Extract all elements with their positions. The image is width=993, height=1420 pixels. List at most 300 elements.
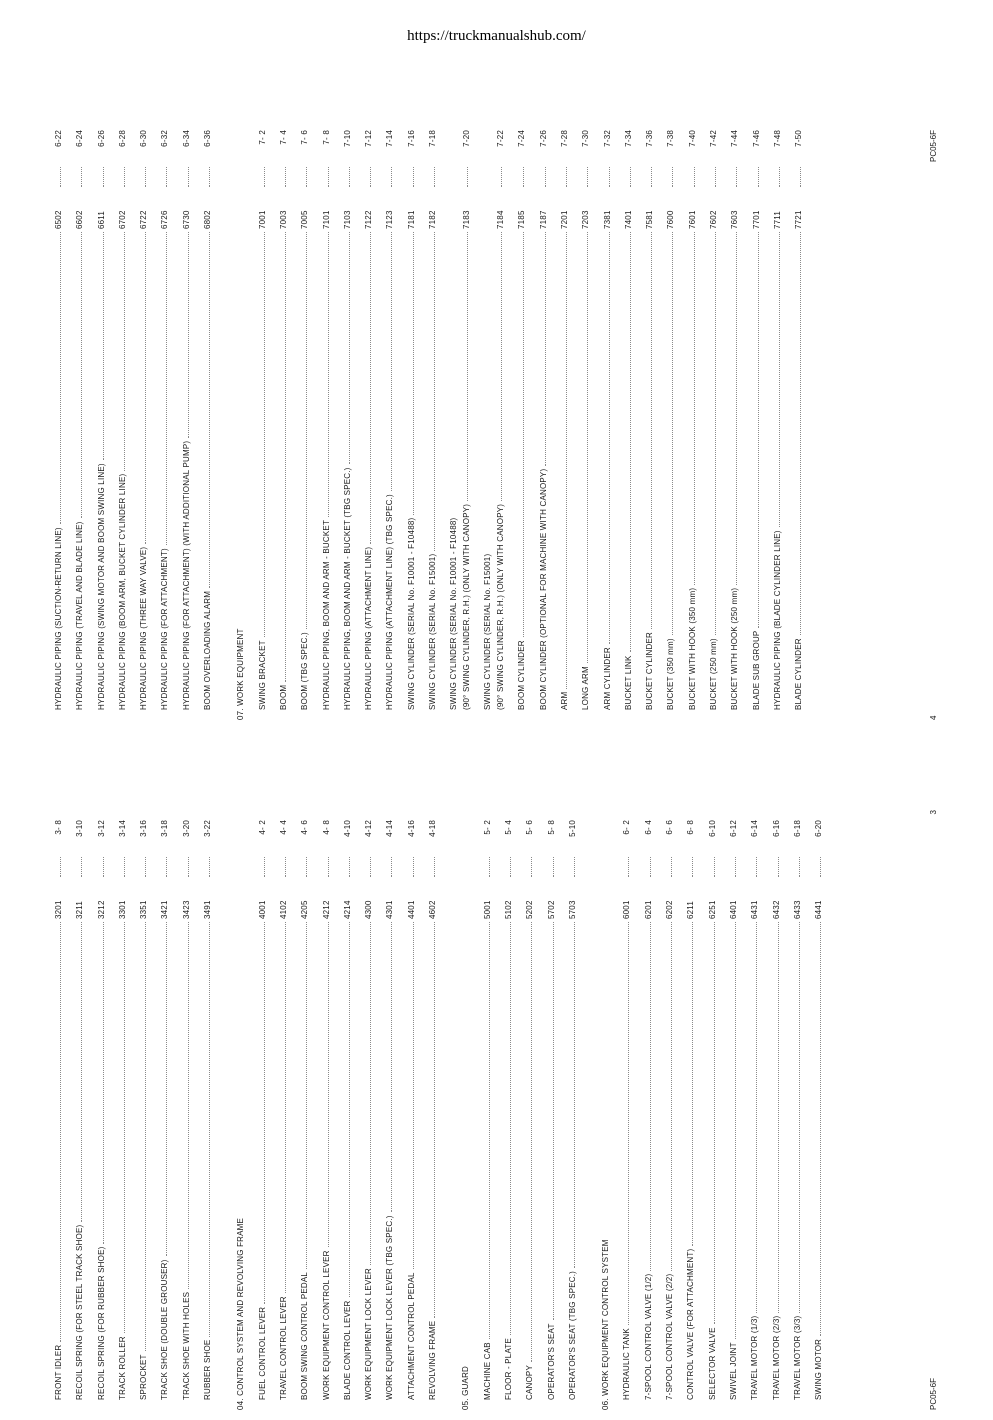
entry-page[interactable]: 7- 8 — [321, 130, 331, 145]
dot-leader — [650, 922, 651, 1271]
entry-code: 7603 — [730, 210, 740, 229]
entry-page[interactable]: 7-18 — [428, 130, 438, 147]
entry-title: HYDRAULIC PIPING, BOOM AND ARM - BUCKET — [321, 519, 331, 710]
entry-page[interactable]: 6-10 — [707, 820, 717, 837]
dot-leader — [349, 167, 350, 187]
entry-name — [69, 522, 90, 711]
dot-leader — [628, 857, 629, 877]
entry-title: BOOM — [278, 684, 288, 710]
entry-page[interactable]: 6- 2 — [622, 820, 632, 835]
dot-leader — [489, 857, 490, 877]
entry-title: RECOIL SPRING (FOR RUBBER SHOE) — [96, 1246, 106, 1400]
entry-page[interactable]: 6-30 — [139, 130, 149, 147]
entry-page[interactable]: 7- 6 — [300, 130, 310, 145]
entry-title: HYDRAULIC PIPING (THREE WAY VALVE) — [139, 546, 149, 710]
entry-code: 6211 — [686, 900, 696, 919]
index-entry — [197, 130, 218, 720]
dot-leader — [587, 232, 588, 663]
entry-page[interactable]: 5- 4 — [503, 820, 513, 835]
entry-code: 7183 — [462, 210, 472, 229]
right-page-model: PC05-6F — [929, 130, 938, 163]
index-entry — [48, 130, 69, 720]
dot-leader — [188, 167, 189, 187]
entry-page[interactable]: 6-16 — [771, 820, 781, 837]
index-entry — [554, 130, 575, 720]
index-entry — [682, 130, 703, 720]
index-entry — [660, 130, 681, 720]
entry-name — [519, 1365, 540, 1400]
dot-leader — [434, 922, 435, 1318]
dot-leader — [651, 232, 652, 629]
entry-name — [541, 1323, 562, 1400]
dot-leader — [758, 167, 759, 187]
entry-page[interactable]: 3-10 — [75, 820, 85, 837]
dot-leader — [285, 232, 286, 682]
entry-name — [746, 631, 767, 710]
entry-code: 3301 — [117, 900, 127, 919]
entry-code: 6001 — [622, 900, 632, 919]
entry-title: FUEL CONTROL LEVER — [257, 1306, 267, 1400]
header-url[interactable]: https://truckmanualshub.com/ — [407, 28, 586, 44]
entry-name — [682, 588, 703, 710]
dot-leader — [145, 232, 146, 544]
entry-title: BLADE SUB GROUP — [751, 630, 761, 710]
entry-title: TRAVEL MOTOR (3/3) — [792, 1315, 802, 1400]
entry-page[interactable]: 6-36 — [203, 130, 213, 147]
entry-title: CONTROL VALVE (FOR ATTACHMENT) — [686, 1248, 696, 1400]
entry-name — [481, 504, 507, 710]
entry-code: 7122 — [364, 210, 374, 229]
entry-name — [379, 494, 400, 710]
entry-page[interactable]: 6-32 — [160, 130, 170, 147]
entry-code: 3212 — [96, 900, 106, 919]
entry-code: 4301 — [385, 900, 395, 919]
index-entry — [639, 130, 660, 720]
dot-leader — [694, 232, 695, 585]
entry-page[interactable]: 7-48 — [772, 130, 782, 147]
dot-leader — [391, 232, 392, 491]
dot-leader — [672, 232, 673, 635]
entry-page[interactable]: 4- 4 — [278, 820, 288, 835]
index-entry — [133, 130, 154, 720]
entry-name — [447, 504, 473, 710]
dot-leader — [145, 167, 146, 187]
entry-page[interactable]: 4- 8 — [321, 820, 331, 835]
dot-leader — [370, 167, 371, 187]
dot-leader — [715, 167, 716, 187]
index-entry — [616, 820, 637, 1410]
entry-title: MACHINE CAB — [482, 1342, 492, 1400]
dot-leader — [510, 922, 511, 1335]
entry-title: HYDRAULIC PIPING (TRAVEL AND BLADE LINE) — [75, 521, 85, 710]
entry-code: 7201 — [559, 210, 569, 229]
entry-title: HYDRAULIC PIPING (SWING MOTOR AND BOOM SWING LINE) — [96, 463, 106, 710]
entry-name — [337, 1300, 358, 1400]
entry-page[interactable]: 3-14 — [117, 820, 127, 837]
entry-page[interactable]: 7-26 — [538, 130, 548, 147]
entry-code: 3423 — [181, 900, 191, 919]
entry-title: 7-SPOOL CONTROL VALVE (2/2) — [665, 1273, 675, 1400]
dot-leader — [467, 232, 468, 501]
dot-leader — [166, 922, 167, 1256]
entry-page[interactable]: 4- 2 — [257, 820, 267, 835]
entry-page[interactable]: 3-12 — [96, 820, 106, 837]
section-heading — [230, 820, 251, 1410]
entry-name — [133, 547, 154, 710]
entry-title: 7-SPOOL CONTROL VALVE (1/2) — [643, 1273, 653, 1400]
entry-title: HYDRAULIC PIPING (BLADE CYLINDER LINE) — [772, 530, 782, 710]
entry-title: FRONT IDLER — [54, 1344, 63, 1400]
index-entry — [197, 820, 218, 1410]
entry-code: 7185 — [517, 210, 527, 229]
entry-page[interactable]: 3-20 — [181, 820, 191, 837]
right-index-page — [36, 90, 966, 730]
entry-page[interactable]: 7-42 — [709, 130, 719, 147]
index-entry — [69, 820, 90, 1410]
section-gap — [218, 130, 230, 720]
dot-leader — [799, 922, 800, 1313]
dot-leader — [285, 857, 286, 877]
entry-page[interactable]: 5- 8 — [546, 820, 556, 835]
entry-code: 3351 — [139, 900, 149, 919]
index-entry — [294, 820, 315, 1410]
entry-subtitle: (90° SWING CYLINDER, R.H.) (ONLY WITH CANOPY) — [496, 503, 506, 710]
index-entry — [358, 820, 379, 1410]
dot-leader — [531, 922, 532, 1362]
entry-code: 3491 — [203, 900, 213, 919]
entry-name — [788, 638, 809, 710]
index-entry — [703, 130, 724, 720]
index-entry — [498, 820, 519, 1410]
entry-name — [639, 632, 660, 710]
dot-leader — [756, 857, 757, 877]
entry-code: 5001 — [482, 900, 492, 919]
entry-code: 7401 — [623, 210, 633, 229]
entry-code: 7381 — [602, 210, 612, 229]
dot-leader — [306, 167, 307, 187]
dot-leader — [671, 857, 672, 877]
entry-title: ATTACHMENT CONTROL PEDAL — [406, 1272, 416, 1400]
entry-page[interactable]: 4- 6 — [300, 820, 310, 835]
entry-page[interactable]: 3- 8 — [54, 820, 63, 835]
dot-leader — [188, 922, 189, 1289]
entry-code: 7721 — [794, 210, 804, 229]
entry-page[interactable]: 6-28 — [117, 130, 127, 147]
index-entry — [91, 820, 112, 1410]
dot-leader — [124, 857, 125, 877]
index-entry — [787, 820, 808, 1410]
index-entry — [91, 130, 112, 720]
index-entry — [316, 130, 337, 720]
index-entry — [511, 130, 532, 720]
entry-page[interactable]: 3-18 — [160, 820, 170, 837]
dot-leader — [60, 232, 61, 524]
entry-name — [91, 1247, 112, 1400]
entry-name — [562, 1271, 583, 1400]
index-entry — [252, 130, 273, 720]
entry-code: 7003 — [278, 210, 288, 229]
dot-leader — [501, 232, 502, 501]
entry-page[interactable]: 6-12 — [728, 820, 738, 837]
entry-code: 5102 — [503, 900, 513, 919]
entry-page[interactable]: 4-18 — [428, 820, 438, 837]
index-entry — [294, 130, 315, 720]
entry-code: 7103 — [342, 210, 352, 229]
dot-leader — [370, 232, 371, 544]
entry-name — [766, 1316, 787, 1400]
entry-page[interactable]: 7-22 — [496, 130, 506, 147]
entry-title: HYDRAULIC PIPING (FOR ATTACHMENT) — [160, 548, 170, 710]
entry-code: 7711 — [772, 210, 782, 229]
entry-page[interactable]: 5- 2 — [482, 820, 492, 835]
entry-title: BLADE CONTROL LEVER — [342, 1300, 352, 1400]
entry-code: 6502 — [54, 210, 63, 229]
entry-title: WORK EQUIPMENT CONTROL LEVER — [321, 1250, 331, 1400]
entry-page[interactable]: 4-12 — [364, 820, 374, 837]
section-heading — [595, 820, 616, 1410]
entry-page[interactable]: 7-20 — [462, 130, 472, 147]
entry-title: BUCKET (350 mm) — [666, 638, 676, 710]
dot-leader — [434, 857, 435, 877]
entry-page[interactable]: 6- 6 — [665, 820, 675, 835]
entry-name — [422, 554, 443, 710]
dot-leader — [630, 167, 631, 187]
index-entry — [154, 820, 175, 1410]
entry-name — [533, 469, 554, 710]
entry-name — [316, 520, 337, 710]
entry-code: 7001 — [257, 210, 267, 229]
entry-page[interactable]: 7-10 — [342, 130, 352, 147]
index-entry — [744, 820, 765, 1410]
entry-page[interactable]: 6-34 — [181, 130, 191, 147]
entry-page[interactable]: 3-22 — [203, 820, 213, 837]
right-index-list — [48, 130, 810, 720]
entry-page[interactable]: 7-44 — [730, 130, 740, 147]
entry-title: BUCKET WITH HOOK (350 mm) — [687, 587, 697, 710]
index-entry — [316, 820, 337, 1410]
entry-subtitle: (90° SWING CYLINDER, R.H.) (ONLY WITH CANOPY) — [462, 503, 472, 710]
entry-title: OPERATOR'S SEAT (TBG SPEC.) — [567, 1270, 577, 1400]
dot-leader — [81, 922, 82, 1222]
entry-name — [787, 1316, 808, 1400]
dot-leader — [799, 857, 800, 877]
entry-title: SWIVEL JOINT — [728, 1342, 738, 1400]
dot-leader — [328, 922, 329, 1247]
entry-page[interactable]: 4-10 — [342, 820, 352, 837]
dot-leader — [124, 167, 125, 187]
entry-code: 6702 — [117, 210, 127, 229]
dot-leader — [81, 857, 82, 877]
index-entry — [48, 820, 69, 1410]
dot-leader — [209, 922, 210, 1337]
dot-leader — [566, 167, 567, 187]
entry-page[interactable]: 6-18 — [792, 820, 802, 837]
entry-page[interactable]: 7-32 — [602, 130, 612, 147]
entry-page[interactable]: 4-16 — [406, 820, 416, 837]
entry-name — [358, 547, 379, 710]
entry-code: 7600 — [666, 210, 676, 229]
entry-page[interactable]: 6-24 — [75, 130, 85, 147]
entry-page[interactable]: 7-40 — [687, 130, 697, 147]
entry-page[interactable]: 7-14 — [385, 130, 395, 147]
index-entry — [154, 130, 175, 720]
entry-title: BUCKET WITH HOOK (250 mm) — [730, 587, 740, 710]
dot-leader — [692, 922, 693, 1246]
index-entry — [575, 130, 596, 720]
entry-title: HYDRAULIC TANK — [622, 1328, 632, 1400]
entry-code: 7203 — [581, 210, 591, 229]
entry-name — [498, 1338, 519, 1400]
index-entry — [401, 130, 422, 720]
entry-name — [422, 1321, 443, 1400]
entry-page[interactable]: 6-26 — [96, 130, 106, 147]
entry-code: 6202 — [665, 900, 675, 919]
entry-title: HYDRAULIC PIPING (ATTACHMENT LINE) — [364, 546, 374, 710]
entry-code: 7187 — [538, 210, 548, 229]
index-entry — [533, 130, 554, 720]
index-entry — [358, 130, 379, 720]
dot-leader — [349, 857, 350, 877]
entry-name — [316, 1250, 337, 1400]
entry-name — [294, 1272, 315, 1400]
index-entry — [541, 820, 562, 1410]
dot-leader — [370, 922, 371, 1265]
entry-name — [401, 1272, 422, 1400]
dot-leader — [370, 857, 371, 877]
dot-leader — [81, 167, 82, 187]
entry-title: BOOM CYLINDER (OPTIONAL FOR MACHINE WITH CANOPY) — [538, 468, 548, 710]
entry-title: CANOPY — [525, 1365, 535, 1400]
entry-page[interactable]: 7-16 — [406, 130, 416, 147]
entry-name — [294, 632, 315, 710]
dot-leader — [188, 232, 189, 438]
dot-leader — [306, 922, 307, 1269]
entry-code: 7005 — [300, 210, 310, 229]
entry-title: SWING CYLINDER (SERIAL No. F10001 - F10488) — [406, 517, 416, 710]
index-entry — [133, 820, 154, 1410]
index-entry — [401, 820, 422, 1410]
index-entry — [443, 130, 477, 720]
right-page-number: 4 — [929, 715, 938, 720]
entry-code: 4602 — [428, 900, 438, 919]
dot-leader — [651, 167, 652, 187]
index-entry — [69, 130, 90, 720]
entry-title: OPERATOR'S SEAT — [546, 1323, 556, 1400]
dot-leader — [391, 922, 392, 1212]
entry-page[interactable]: 6-14 — [750, 820, 760, 837]
dot-leader — [735, 857, 736, 877]
entry-name — [618, 655, 639, 710]
dot-leader — [756, 922, 757, 1313]
entry-title: TRACK ROLLER — [117, 1336, 127, 1400]
entry-code: 4214 — [342, 900, 352, 919]
dot-leader — [413, 922, 414, 1269]
dot-leader — [60, 922, 61, 1342]
index-entry — [659, 820, 680, 1410]
entry-page[interactable]: 7-28 — [559, 130, 569, 147]
dot-leader — [349, 232, 350, 464]
entry-title: ARM CYLINDER — [602, 647, 612, 710]
index-entry — [337, 820, 358, 1410]
entry-name — [616, 1328, 637, 1400]
dot-leader — [328, 232, 329, 517]
dot-leader — [553, 857, 554, 877]
dot-leader — [60, 167, 61, 187]
dot-leader — [145, 857, 146, 877]
entry-page[interactable]: 7-24 — [517, 130, 527, 147]
entry-name — [660, 638, 681, 710]
dot-leader — [778, 922, 779, 1313]
entry-title: REVOLVING FRAME — [428, 1320, 438, 1400]
entry-page[interactable]: 5- 6 — [525, 820, 535, 835]
dot-leader — [413, 857, 414, 877]
dot-leader — [545, 232, 546, 466]
entry-code: 4102 — [278, 900, 288, 919]
dot-leader — [264, 857, 265, 877]
entry-page[interactable]: 6-22 — [54, 130, 63, 147]
entry-code: 5702 — [546, 900, 556, 919]
dot-leader — [510, 857, 511, 877]
entry-page[interactable]: 7-50 — [794, 130, 804, 147]
index-entry — [112, 820, 133, 1410]
entry-page[interactable]: 7- 2 — [257, 130, 267, 145]
entry-name — [337, 467, 358, 710]
entry-title: LONG ARM — [581, 666, 591, 710]
index-entry — [562, 820, 583, 1410]
section-title: 05. GUARD — [461, 1365, 471, 1410]
entry-name — [477, 1342, 498, 1400]
entry-name — [112, 474, 133, 710]
index-entry — [702, 820, 723, 1410]
entry-title: BOOM (TBG SPEC.) — [300, 632, 310, 710]
entry-title: HYDRAULIC PIPING (BOOM ARM, BUCKET CYLINDER LINE) — [117, 473, 127, 710]
entry-page[interactable]: 6-20 — [814, 820, 824, 837]
entry-page[interactable]: 7-34 — [623, 130, 633, 147]
dot-leader — [264, 232, 265, 637]
section-gap — [583, 820, 595, 1410]
entry-page[interactable]: 6- 4 — [643, 820, 653, 835]
entry-page[interactable]: 3-16 — [139, 820, 149, 837]
dot-leader — [523, 167, 524, 187]
entry-code: 6201 — [643, 900, 653, 919]
entry-page[interactable]: 6- 8 — [686, 820, 696, 835]
dot-leader — [523, 232, 524, 637]
dot-leader — [501, 167, 502, 187]
entry-name — [154, 548, 175, 710]
entry-page[interactable]: 7-46 — [751, 130, 761, 147]
entry-page[interactable]: 7-30 — [581, 130, 591, 147]
entry-page[interactable]: 7-12 — [364, 130, 374, 147]
entry-page[interactable]: 7- 4 — [278, 130, 288, 145]
dot-leader — [328, 167, 329, 187]
entry-title: SWING CYLINDER (SERIAL No. F10001 - F10488) — [449, 517, 459, 710]
dot-leader — [166, 167, 167, 187]
entry-page[interactable]: 4-14 — [385, 820, 395, 837]
entry-code: 7184 — [496, 210, 506, 229]
dot-leader — [81, 232, 82, 519]
entry-code: 7101 — [321, 210, 331, 229]
left-index-list — [48, 820, 829, 1410]
entry-page[interactable]: 5-10 — [567, 820, 577, 837]
entry-page[interactable]: 7-36 — [645, 130, 655, 147]
dot-leader — [800, 167, 801, 187]
entry-page[interactable]: 7-38 — [666, 130, 676, 147]
entry-title: BUCKET LINK — [623, 655, 633, 710]
index-entry — [788, 130, 809, 720]
entry-code: 6433 — [792, 900, 802, 919]
dot-leader — [103, 857, 104, 877]
dot-leader — [574, 857, 575, 877]
